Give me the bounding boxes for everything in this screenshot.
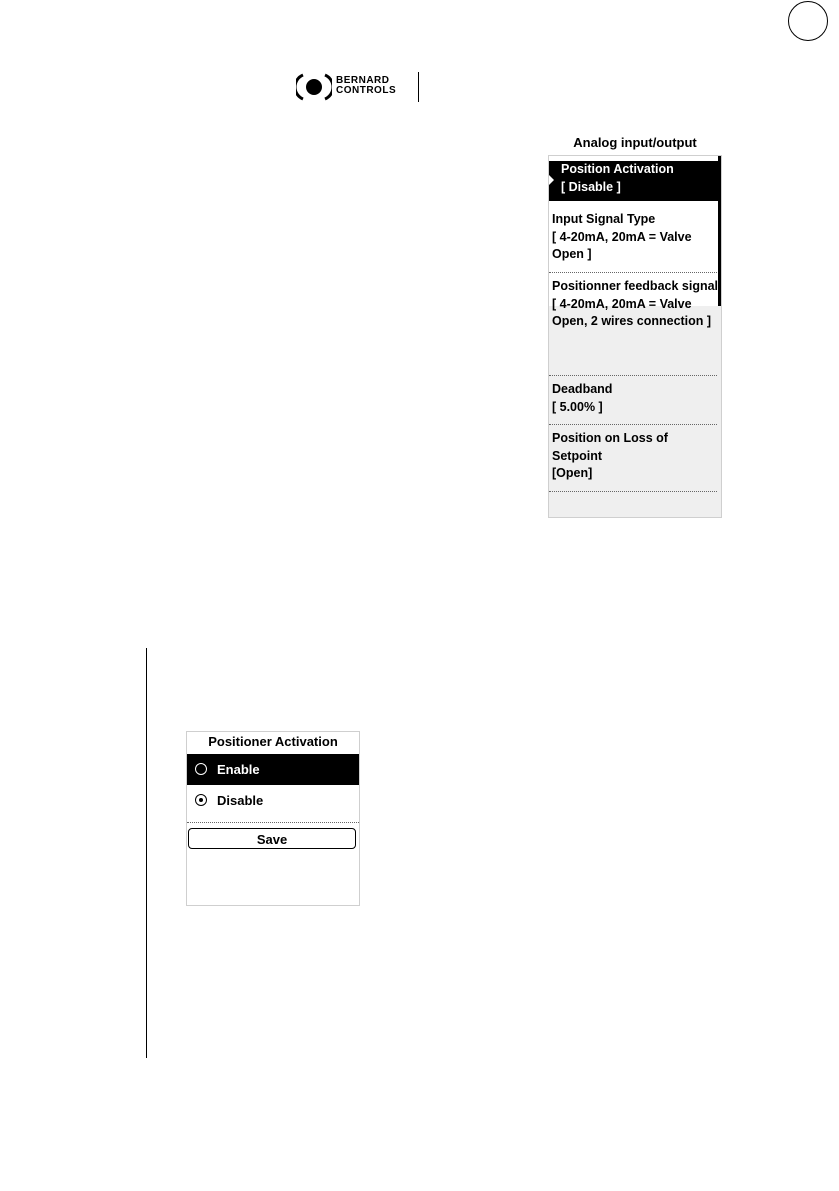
punch-hole — [788, 1, 828, 41]
margin-rule — [146, 648, 147, 1058]
scrollbar[interactable] — [718, 156, 721, 306]
item-value: [ 4-20mA, 20mA = Valve Open ] — [552, 229, 692, 261]
logo-line-1: BERNARD — [336, 75, 390, 86]
options-separator — [187, 822, 359, 823]
list-separator — [549, 272, 717, 273]
header-divider — [418, 72, 419, 102]
list-separator — [549, 424, 717, 425]
analog-io-screen — [548, 134, 722, 516]
settings-list — [548, 155, 722, 518]
positioner-activation-screen — [186, 731, 360, 906]
item-value: [ 4-20mA, 20mA = Valve Open, 2 wires connection ] — [552, 296, 712, 328]
item-value: [ Disable ] — [561, 179, 621, 194]
menu-item-deadband[interactable] — [549, 381, 720, 416]
menu-item-input-signal-type[interactable] — [549, 211, 720, 264]
logo-line-2: CONTROLS — [336, 85, 397, 96]
radio-unchecked-icon — [195, 763, 207, 775]
save-button[interactable]: Save — [188, 828, 356, 849]
logo-mark-icon — [296, 72, 332, 102]
option-enable[interactable] — [187, 754, 359, 785]
menu-item-positioner-feedback-signal[interactable] — [549, 278, 720, 331]
logo-text — [336, 76, 396, 96]
item-label: Deadband — [552, 382, 613, 396]
selection-caret-icon — [549, 175, 554, 185]
item-value: [ 5.00% ] — [552, 399, 603, 414]
item-label: Position on Loss of Setpoint — [552, 431, 668, 463]
screen-title: Analog input/output — [573, 135, 697, 150]
option-label: Disable — [217, 793, 264, 808]
list-separator — [549, 375, 717, 376]
option-disable[interactable] — [187, 785, 359, 816]
option-label: Enable — [217, 762, 260, 777]
screen-title: Positioner Activation — [208, 734, 338, 749]
item-label: Input Signal Type — [552, 212, 656, 226]
menu-item-position-activation[interactable] — [549, 161, 720, 201]
menu-item-position-on-loss-of-setpoint[interactable] — [549, 430, 720, 483]
radio-checked-icon — [195, 794, 207, 806]
item-label: Position Activation — [561, 162, 674, 176]
item-label: Positionner feedback signal — [552, 279, 719, 293]
item-value: [Open] — [552, 466, 593, 480]
list-separator — [549, 491, 717, 492]
